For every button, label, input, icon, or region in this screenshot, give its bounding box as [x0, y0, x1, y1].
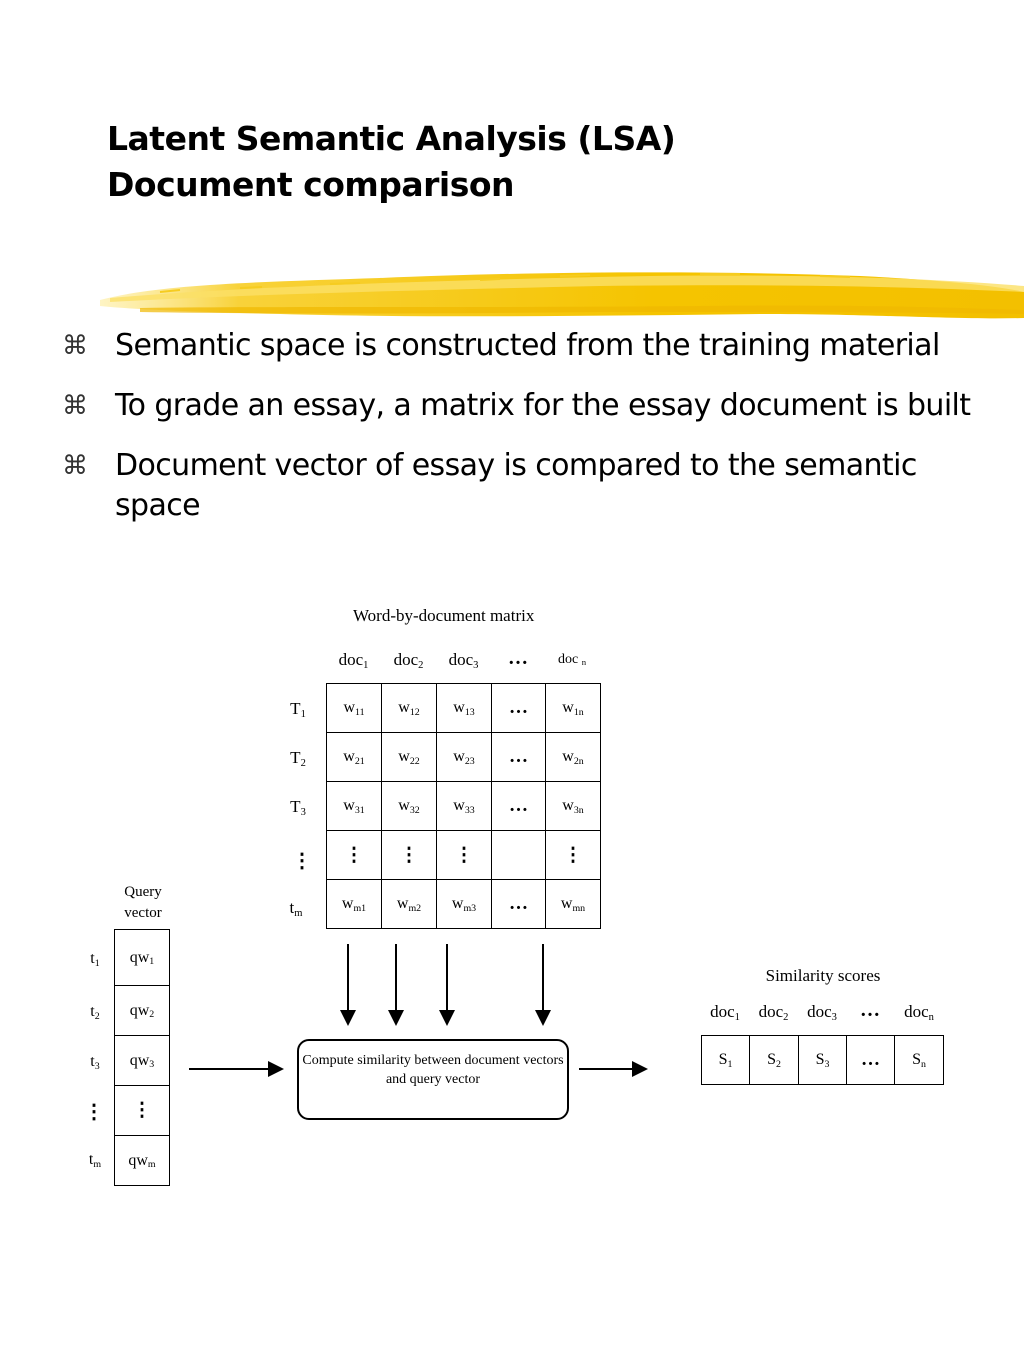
similarity-cell: $S_3$ [799, 1036, 847, 1085]
matrix-cell: $w_{m2}$ [382, 880, 437, 929]
matrix-cell: … [492, 880, 546, 929]
matrix-cell: ⋮ [546, 831, 601, 880]
matrix-col-header: doc$_1$ [338, 650, 369, 671]
similarity-col-header: doc$_n$ [904, 1002, 934, 1023]
query-row-label: $t_1$ [90, 950, 100, 969]
matrix-row-header: $T_1$ [290, 699, 306, 720]
matrix-cell: ⋮ [327, 831, 382, 880]
arrow-head [632, 1061, 648, 1077]
arrow-head [535, 1010, 551, 1026]
query-row-label: $t_3$ [90, 1053, 100, 1072]
command-bullet-icon: ⌘ [62, 451, 88, 481]
bullet-text: Document vector of essay is compared to the semantic space [115, 448, 917, 523]
matrix-col-header: doc$_3$ [448, 650, 479, 671]
query-cell: ⋮ [115, 1086, 170, 1136]
command-bullet-icon: ⌘ [62, 391, 88, 421]
matrix-cell: $w_{31}$ [327, 782, 382, 831]
similarity-col-header: doc$_2$ [758, 1002, 789, 1023]
matrix-cell: $w_{22}$ [382, 733, 437, 782]
arrow-head [340, 1010, 356, 1026]
matrix-row-header: $T_3$ [290, 797, 306, 818]
similarity-title: Similarity scores [765, 966, 881, 985]
similarity-col-header: … [860, 999, 880, 1021]
matrix-cell: $w_{33}$ [437, 782, 492, 831]
similarity-col-header: doc$_3$ [807, 1002, 837, 1023]
matrix-row-header: ⋮ [292, 850, 312, 872]
matrix-cell: $w_{12}$ [382, 684, 437, 733]
similarity-cell: $S_n$ [895, 1036, 944, 1085]
matrix-cell: $w_{m3}$ [437, 880, 492, 929]
query-row-label: $t_m$ [88, 1151, 102, 1170]
matrix-cell: $w_{21}$ [327, 733, 382, 782]
matrix-col-header: doc $_n$ [557, 652, 587, 668]
query-cell: $qw_2$ [115, 986, 170, 1036]
matrix-cell: $w_{23}$ [437, 733, 492, 782]
similarity-cell: $S_2$ [750, 1036, 799, 1085]
matrix-cell: $w_{2n}$ [546, 733, 601, 782]
command-bullet-icon: ⌘ [62, 331, 88, 361]
similarity-col-header: doc$_1$ [710, 1002, 740, 1023]
similarity-cell: $S_1$ [702, 1036, 750, 1085]
matrix-col-header: … [508, 647, 528, 669]
matrix-cell: … [492, 684, 546, 733]
query-cell: $qw_1$ [115, 930, 170, 986]
query-row-label: $t_2$ [90, 1003, 100, 1022]
query-cell: $qw_3$ [115, 1036, 170, 1086]
matrix-row-header: $t_m$ [289, 898, 303, 919]
arrow-head [268, 1061, 284, 1077]
matrix-cell: $w_{13}$ [437, 684, 492, 733]
matrix-col-header: doc$_2$ [393, 650, 424, 671]
matrix-row-header: $T_2$ [290, 748, 306, 769]
query-cell: $qw_m$ [115, 1136, 170, 1186]
bullet-text: Semantic space is constructed from the training material [115, 328, 940, 363]
compute-similarity-box: Compute similarity between document vectors and query vector [297, 1039, 569, 1120]
title-line-2: Document comparison [107, 165, 515, 204]
matrix-cell: … [492, 782, 546, 831]
matrix-cell: $w_{1n}$ [546, 684, 601, 733]
matrix-cell: $w_{mn}$ [546, 880, 601, 929]
matrix-cell: ⋮ [437, 831, 492, 880]
matrix-title: Word-by-document matrix [353, 606, 535, 625]
matrix-cell: $w_{32}$ [382, 782, 437, 831]
arrow-head [388, 1010, 404, 1026]
query-row-label: ⋮ [84, 1101, 104, 1123]
title-line-1: Latent Semantic Analysis (LSA) [107, 119, 676, 158]
query-title-line-2: vector [124, 905, 162, 921]
query-title-line-1: Query [124, 884, 162, 900]
bullet-text: To grade an essay, a matrix for the essay document is built [115, 388, 971, 423]
matrix-cell: … [492, 733, 546, 782]
matrix-cell: $w_{m1}$ [327, 880, 382, 929]
matrix-cell: $w_{11}$ [327, 684, 382, 733]
matrix-cell: $w_{3n}$ [546, 782, 601, 831]
matrix-cell: ⋮ [382, 831, 437, 880]
similarity-cell: … [847, 1036, 895, 1085]
arrow-head [439, 1010, 455, 1026]
